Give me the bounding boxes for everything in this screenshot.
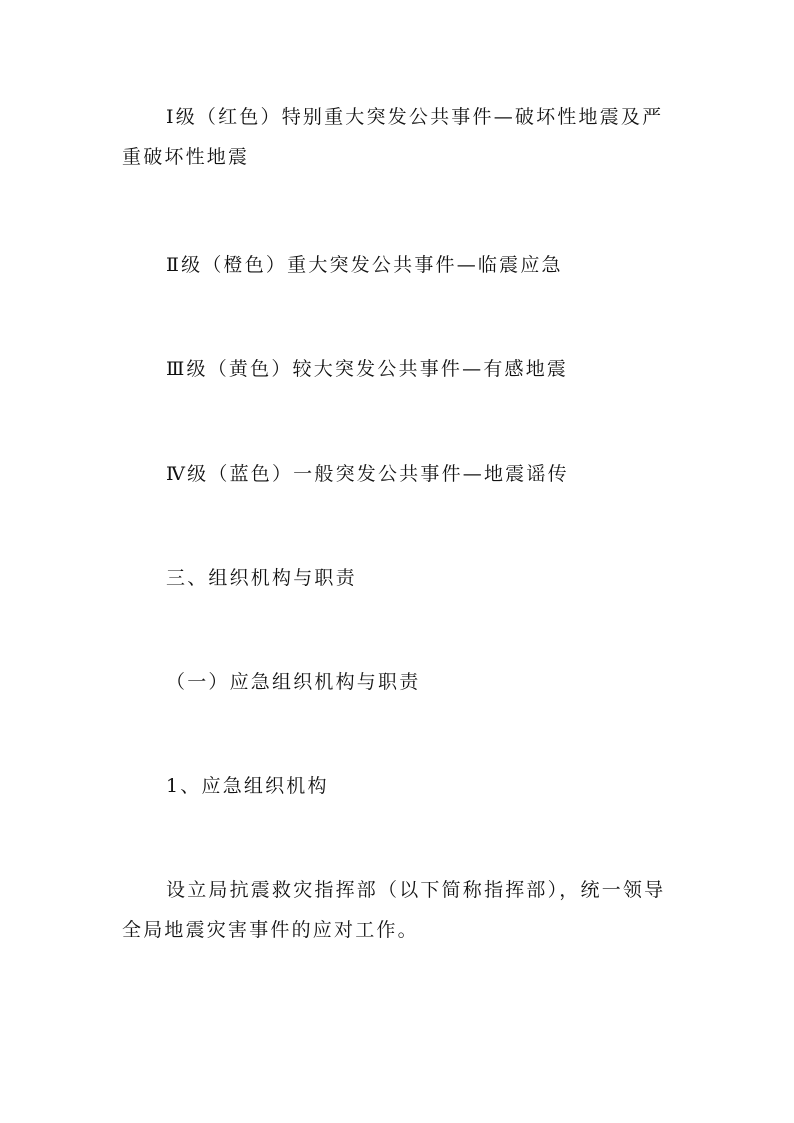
subsection-heading-emergency-organization: （一）应急组织机构与职责 [166,671,421,693]
level-1-red-paragraph: Ⅰ级（红色）特别重大突发公共事件—破坏性地震及严重破坏性地震 [122,106,664,168]
level-3-yellow-paragraph: Ⅲ级（黄色）较大突发公共事件—有感地震 [166,358,569,380]
item-heading-emergency-organization: 1、应急组织机构 [166,775,329,797]
section-heading-organization: 三、组织机构与职责 [166,567,357,589]
level-4-blue-paragraph: Ⅳ级（蓝色）一般突发公共事件—地震谣传 [166,463,569,485]
headquarters-paragraph: 设立局抗震救灾指挥部（以下简称指挥部），统一领导全局地震灾害事件的应对工作。 [122,879,666,941]
level-2-orange-paragraph: Ⅱ级（橙色）重大突发公共事件—临震应急 [166,254,563,276]
